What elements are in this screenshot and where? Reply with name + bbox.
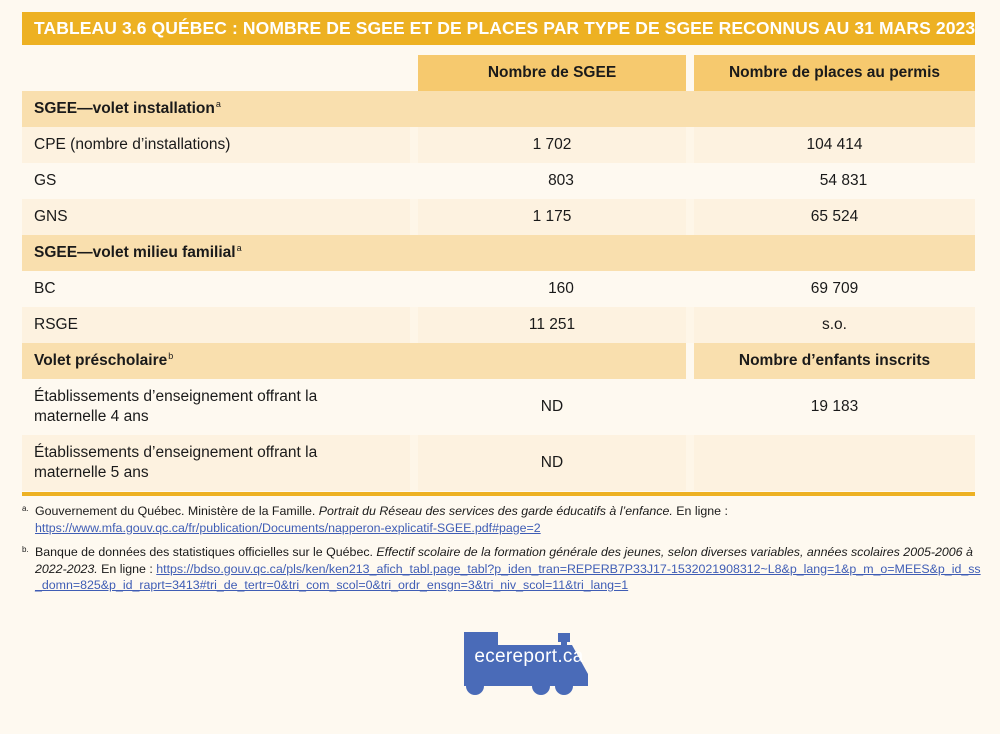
row-label: CPE (nombre d’installations) [22,127,410,163]
section-row-volet-installation [22,91,975,127]
data-table [22,55,975,491]
row-label: Établissements d’enseignement offrant la maternelle 5 ans [34,444,318,481]
table-row [22,127,975,163]
places-value: 104 414 [694,127,975,163]
footnote-ref: b [168,351,174,361]
places-value: 65 524 [694,199,975,235]
section-label: SGEE—volet milieu familial [34,244,236,261]
footnote-ref: a [236,243,242,253]
table-row [22,307,975,343]
table-title: TABLEAU 3.6 QUÉBEC : NOMBRE DE SGEE ET DE PLACES PAR TYPE DE SGEE RECONNUS AU 31 MARS 2023 [22,12,975,45]
footnotes [22,503,982,602]
row-label: RSGE [22,307,410,343]
places-value: s.o. [694,307,975,343]
section-label: SGEE—volet installation [34,100,215,117]
sgee-value: 11 251 [418,307,686,343]
sgee-value: ND [418,435,686,491]
sgee-value: 1 702 [418,127,686,163]
footnote-a [22,503,982,536]
table-row [22,271,975,307]
section-row-volet-milieu-familial [22,235,975,271]
table-header-row [22,55,975,91]
footnote-text: Banque de données des statistiques officielles sur le Québec. [35,545,377,559]
header-nombre-places: Nombre de places au permis [694,55,975,91]
header-nombre-enfants-inscrits: Nombre d’enfants inscrits [694,343,975,379]
sgee-value: 1 175 [418,199,686,235]
places-value: 54 831 [694,163,975,199]
footnote-title: Portrait du Réseau des services des garde éducatifs à l’enfance. [318,504,673,518]
footnote-text: En ligne : [672,504,728,518]
row-label: GNS [22,199,410,235]
footnote-link[interactable]: https://bdso.gouv.qc.ca/pls/ken/ken213_afich_tabl.page_tabl?p_iden_tran=REPERB7P33J17-1532021908312~L8&p_lang=1&p_m_o=MEES&p_id_ss_domn=825&p_id_raprt=3413#tri_de_tertr=0&tri_com_scol=0&tri_ordr_ensgn=3&tri_niv_scol=11&tri_lang=1 [35,561,981,592]
places-value: 19 183 [694,379,975,435]
row-label: Établissements d’enseignement offrant la maternelle 4 ans [34,388,318,425]
footnote-link[interactable]: https://www.mfa.gouv.qc.ca/fr/publication/Documents/napperon-explicatif-SGEE.pdf#page=2 [35,520,541,535]
table-bottom-rule [22,492,975,496]
footnote-ref: a [215,99,221,109]
header-empty-cell [22,55,410,91]
places-value: 69 709 [694,271,975,307]
sgee-value: 160 [418,271,686,307]
places-value [694,435,975,491]
table-row [22,435,975,491]
section-label: Volet préscholaire [34,352,168,369]
sgee-value: 803 [418,163,686,199]
ecereport-logo [464,630,604,698]
table-row [22,199,975,235]
footnote-text: Gouvernement du Québec. Ministère de la Famille. [35,504,319,518]
table-row [22,379,975,435]
footnote-mark: a. [22,504,29,513]
footnote-b [22,544,982,594]
footnote-title: Effectif scolaire de la formation générale des jeunes, selon diverses variables, années scolaires 2005-2006 à 2022-2023. [35,545,973,576]
row-label: GS [22,163,410,199]
table-row [22,163,975,199]
header-nombre-sgee: Nombre de SGEE [418,55,686,91]
footnote-text: En ligne : [97,561,157,576]
sgee-value: ND [418,379,686,435]
section-row-volet-prescolaire [22,343,975,379]
footnote-mark: b. [22,545,29,554]
logo-text: ecereport.ca [474,646,584,667]
row-label: BC [22,271,410,307]
